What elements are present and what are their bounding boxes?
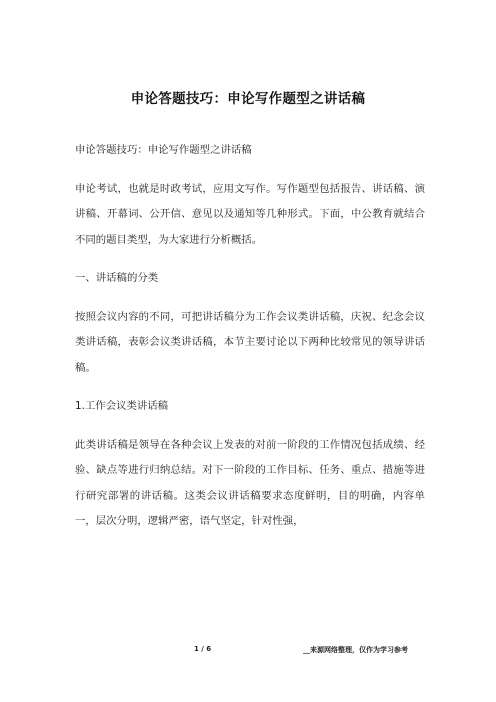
page-footer bbox=[0, 645, 496, 659]
section-heading-classification: 一、讲话稿的分类 bbox=[75, 272, 159, 284]
source-note: __来源网络整理，仅作为学习参考 bbox=[303, 646, 408, 654]
paragraph-work-meeting: 此类讲话稿是领导在各种会议上发表的对前一阶段的工作情况包括成绩、经验、缺点等进行归纳总结。对下一阶段的工作目标、任务、重点、措施等进行研究部署的讲话稿。这类会议讲话稿要求态度鲜明，目的明确，内容单一，层次分明，逻辑严密，语气坚定，针对性强， bbox=[75, 438, 425, 527]
paragraph-classification: 按照会议内容的不同，可把讲话稿分为工作会议类讲话稿，庆祝、纪念会议类讲话稿，表彰会议类讲话稿，本节主要讨论以下两种比较常见的领导讲话稿。 bbox=[75, 310, 425, 374]
subheading-work-meeting: 1.工作会议类讲话稿 bbox=[75, 400, 169, 412]
paragraph-subtitle: 申论答题技巧：申论写作题型之讲话稿 bbox=[75, 144, 252, 156]
page-number: 1 / 6 bbox=[194, 645, 212, 653]
document-body bbox=[75, 138, 425, 548]
document-title: 申论答题技巧：申论写作题型之讲话稿 bbox=[130, 91, 366, 107]
paragraph-intro: 申论考试，也就是时政考试，应用文写作。写作题型包括报告、讲话稿、演讲稿、开幕词、公开信、意见以及通知等几种形式。下面，中公教育就结合不同的题目类型，为大家进行分析概括。 bbox=[75, 182, 425, 246]
